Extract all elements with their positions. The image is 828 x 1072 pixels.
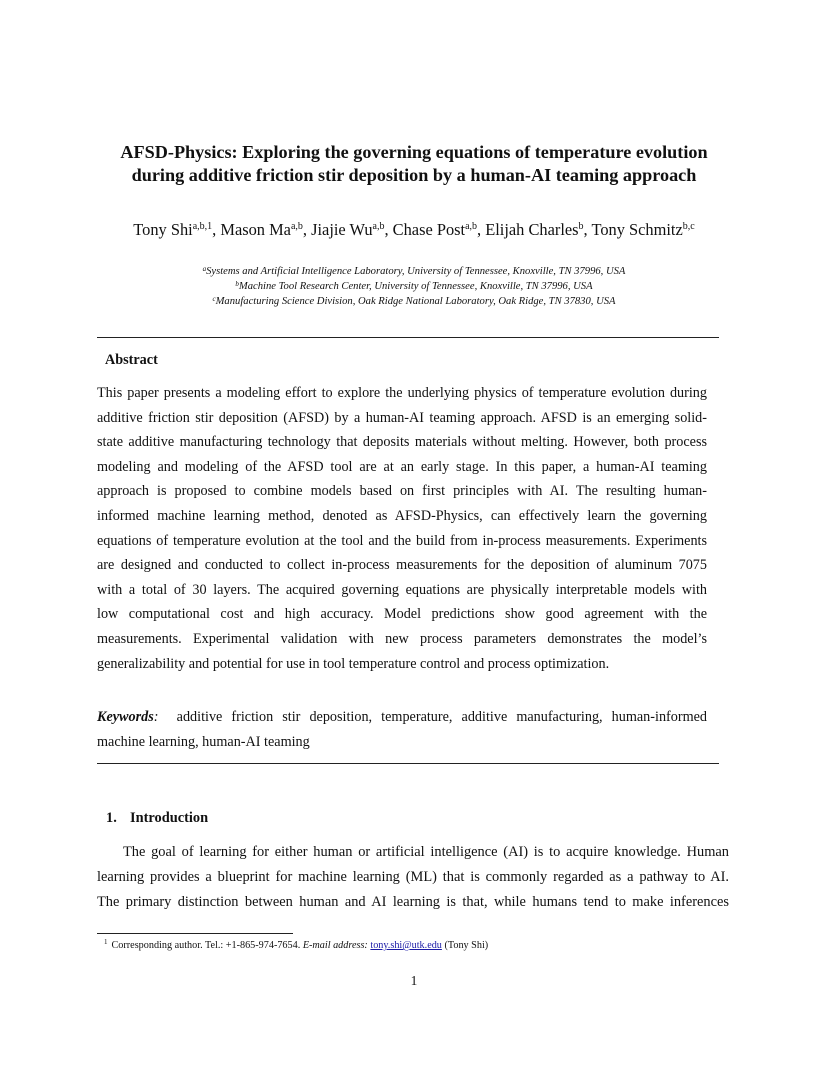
abstract-line: informed machine learning method, denoted as AFSD-Physics, can effectively learn the governing [97,507,707,524]
author-separator: , [302,220,312,239]
section-heading-introduction [106,809,208,827]
affiliation-list [60,264,768,309]
keywords-block [97,705,707,755]
author-affiliation-mark: a,b [372,221,385,232]
abstract-line: measurements. Experimental validation with new process parameters demonstrates the model’s [97,630,707,647]
author-separator: , [212,220,221,239]
abstract-line: state additive manufacturing technology that deposits materials without melting. However, both process [97,434,707,451]
abstract-line: with a total of 30 layers. The acquired governing equations are physically interpretable models with [97,581,707,598]
footnote-suffix: (Tony Shi) [444,940,489,951]
keywords-line-2: machine learning, human-AI teaming [97,734,310,750]
affiliation-mark: c [212,295,216,303]
introduction-text [97,840,729,915]
footnote-divider [97,933,293,934]
author-affiliation-mark: b [578,221,584,232]
abstract-line: modeling and modeling of the AFSD tool are at an early stage. In this paper, a human-AI teaming [97,458,707,475]
footnote-text: Corresponding author. Tel.: +1-865-974-7654. [111,940,301,951]
abstract-line: generalizability and potential for use in tool temperature control and process optimization. [97,655,610,672]
email-label: E-mail address: [302,940,368,951]
keywords-label: Keywords [97,709,154,725]
affiliation [60,264,768,279]
abstract-line: This paper presents a modeling effort to explore the underlying physics of temperature evolution during [97,385,707,401]
page-number: 1 [410,973,418,988]
author-name: Jiajie Wu [311,220,373,239]
top-divider [97,337,719,338]
title-line-2: during additive friction stir deposition by a human-AI teaming approach [131,165,697,185]
abstract-text [97,381,707,676]
author-affiliation-mark: a,b [290,221,303,232]
affiliation-text: Machine Tool Research Center, University of Tennessee, Knoxville, TN 37996, USA [238,281,593,292]
keywords-line-1: Keywords: additive friction stir deposition, temperature, additive manufacturing, human-informed [97,709,708,725]
author-affiliation-mark: b,c [682,221,695,232]
author-separator: , [583,220,592,239]
affiliation-mark: a [202,265,207,273]
author-name: Tony Schmitz [591,220,683,239]
abstract-heading: Abstract [105,352,158,368]
author-affiliation-mark: a,b,1 [192,221,213,232]
title-line-1: AFSD-Physics: Exploring the governing equations of temperature evolution [120,142,708,162]
email-link[interactable]: tony.shi@utk.edu [370,940,442,951]
abstract-line: approach is proposed to combine models based on first principles with AI. The resulting human- [97,483,707,500]
affiliation-mark: b [235,280,239,288]
author-name: Tony Shi [133,220,193,239]
abstract-line: low computational cost and high accuracy. Model predictions show good agreement with the [97,606,707,623]
section-title: Introduction [130,810,209,826]
affiliation [60,294,768,309]
section-number: 1. [106,810,117,826]
author-affiliation-mark: a,b [465,221,478,232]
abstract-line: equations of temperature evolution at the tool and the build from in-process measurements. Experiments [97,532,707,549]
affiliation-text: Systems and Artificial Intelligence Laboratory, University of Tennessee, Knoxville, TN 37996, USA [206,266,626,277]
author-name: Mason Ma [220,220,291,239]
affiliation-text: Manufacturing Science Division, Oak Ridge National Laboratory, Oak Ridge, TN 37830, USA [215,296,616,307]
introduction-line: The primary distinction between human and AI learning is that, while humans tend to make inferences [97,894,729,910]
author-name: Chase Post [392,220,466,239]
author-separator: , [477,220,486,239]
keywords-text-1: additive friction stir deposition, temperature, additive manufacturing, human-informed [176,709,708,725]
bottom-divider [97,763,719,764]
abstract-line: are designed and conducted to collect in-process measurements for the deposition of aluminum 7075 [97,557,707,574]
author-name: Elijah Charles [485,220,579,239]
introduction-line: The goal of learning for either human or artificial intelligence (AI) is to acquire knowledge. Human [123,844,729,860]
paper-title [60,141,768,187]
abstract-line: additive friction stir deposition (AFSD) by a human-AI teaming approach. AFSD is an emerging solid- [97,409,707,426]
footnote [104,939,488,953]
footnote-mark: 1 [104,938,108,946]
affiliation [60,279,768,294]
author-separator: , [384,220,393,239]
introduction-line: learning provides a blueprint for machine learning (ML) that is commonly regarded as a pathway to AI. [97,869,729,885]
author-list [40,219,788,241]
